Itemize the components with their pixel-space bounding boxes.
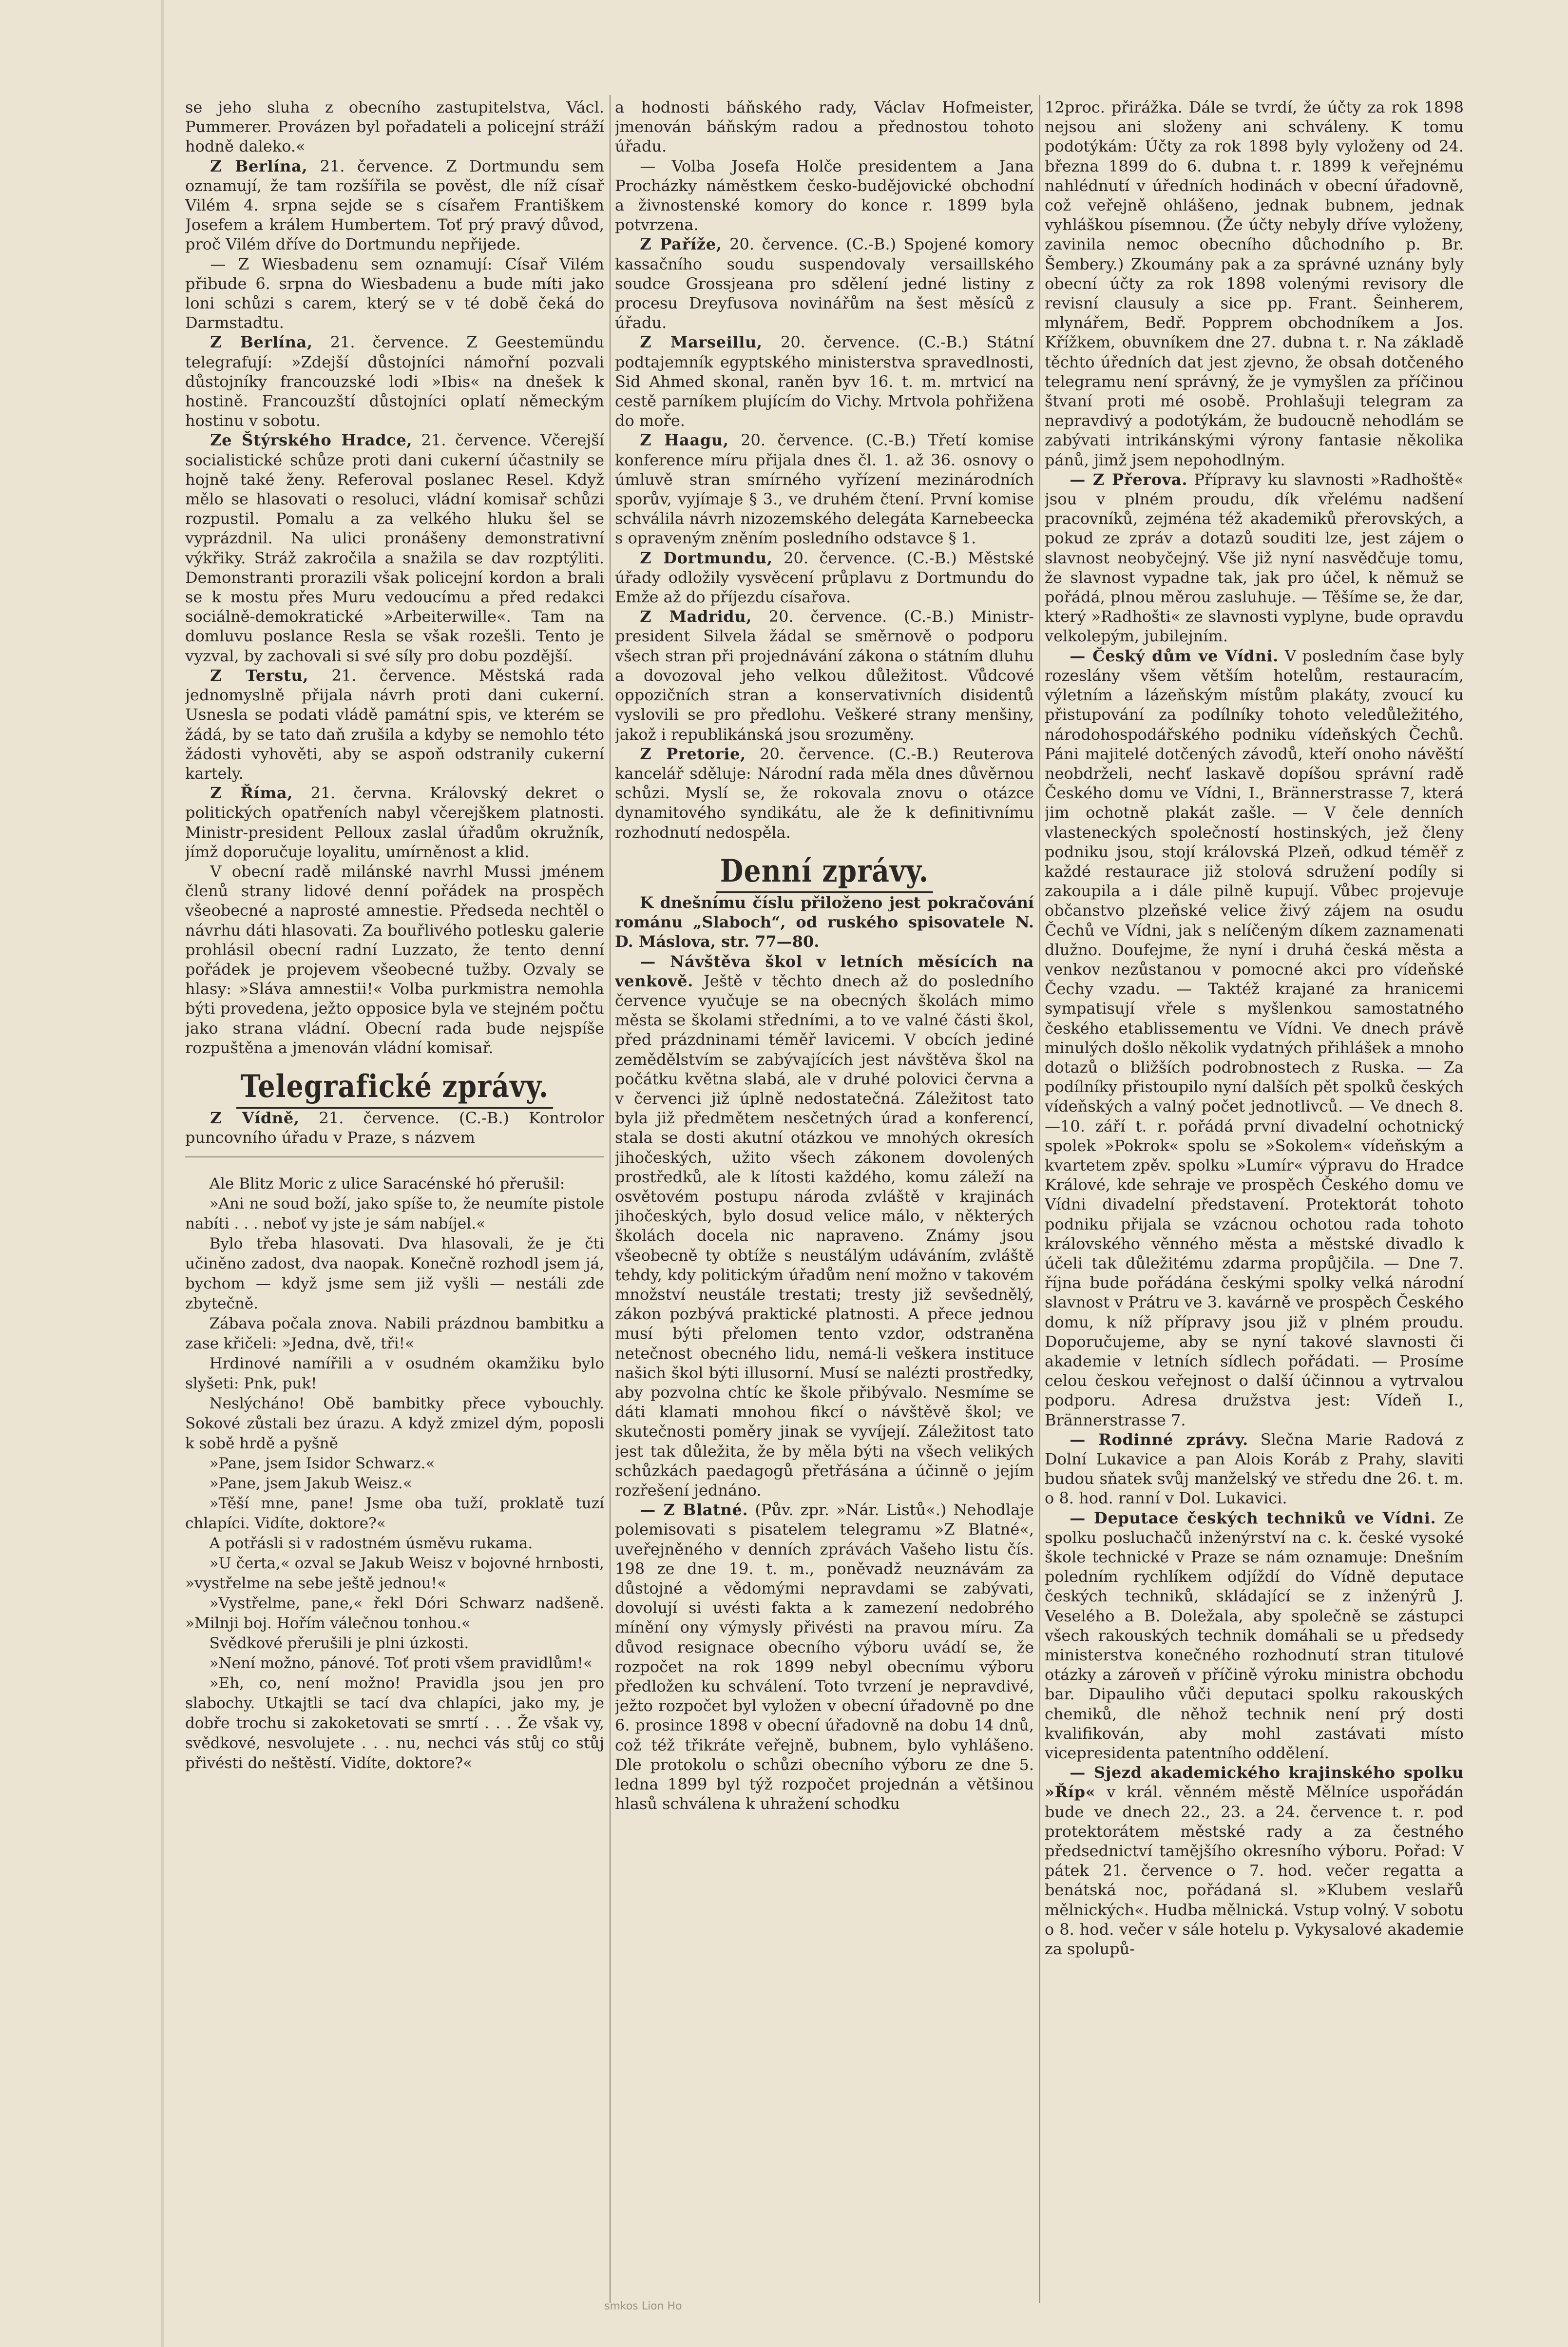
paragraph: V obecní radě milánské navrhl Mussi jménem členů strany lidové denní pořádek na prospěch všeobecné a naprosté amnestie. Předseda nechtěl o návrhu dáti hlasovati. Za bouřlivého potlesku galerie prohlásil obecní radní Luzzato, že tento denní pořádek je projevem všeobecné tužby. Ozvaly se hlasy: »Sláva amnestii!« Volba purkmistra nemohla býti provedena, ježto opposice byla ve stejném počtu jako strana vládní. Obecní rada bude nejspíše rozpuštěna a jmenován vládní komisař. — [185, 862, 604, 1057]
news-text: 21. července. Z Geestemündu telegrafují: »Zdejší důstojníci námořní pozvali důstojníky francouzské lodi »Ibis« na dnešek k hostině. Francouzští důstojníci oplatí německým hostinu v sobotu. — [185, 333, 604, 430]
paragraph: Bylo třeba hlasovati. Dva hlasovali, že je čti učiněno zadost, dva naopak. Konečně rozhodl jsem já, bychom — když jsme sem již vyšli — nestáli zde zbytečně. — [185, 1234, 604, 1312]
news-text: 20. července. (C.-B.) Třetí komise konference míru přijala dnes čl. 1. až 36. osnovy o úmluvě stran smírného vyřízení mezinárodních sporův, vyjímaje § 3., ve druhém čtení. První komise schválila návrh nizozemského delegáta Karnebeecka s opraveným zněním posledního odstavce § 1. — [615, 431, 1034, 548]
column-divider — [1039, 95, 1040, 2303]
news-item — [185, 783, 604, 862]
dateline: Z Paříže, — [640, 235, 722, 254]
news-item — [615, 332, 1034, 430]
news-item — [615, 1500, 1034, 1813]
news-text: v král. věnném městě Mělníce uspořádán bude ve dnech 22., 23. a 24. července t. r. pod protektorátem městské rady a za čestného předsednictví tamějšího okresního výboru. Pořad: V pátek 21. července o 7. hod. večer regatta a benátská noc, pořádaná sl. »Klubem veslařů mělnických«. Hudba mělnická. Vstup volný. V sobotu o 8. hod. večer v sále hotelu p. Vykysalové akademie za spolupů- — [1045, 1783, 1464, 1959]
item-heading: — Z Přerova. — [1070, 470, 1188, 489]
news-item — [1045, 1763, 1464, 1959]
news-text: 20. července. (C.-B.) Spojené komory kassačního soudu suspendovaly versaillského soudce Grossjeana pro sdělení jedné listiny z procesu Dreyfusova novinářům na šest měsíců z úřadu. — [615, 235, 1034, 332]
bleed-through-text: smkos Lion Ho — [604, 2300, 682, 2312]
news-text: 20. července. (C.-B.) Ministr-president Silvela žádal se směrnově o podporu všech stran při projednávání zákona o státním dluhu a dovozoval jeho velkou důležitost. Vůdcové oppozičních stran a konservativních disidentů vyslovili se pro předlohu. Veškeré strany menšiny, jakož i republikánská jsou srozuměny. — [615, 607, 1034, 744]
section-title-daily-news: Denní zprávy. — [644, 862, 1005, 881]
news-text: Přípravy ku slavnosti »Radhoště« jsou v plném proudu, dík vřelému nadšení pracovníků, zejména též akademiků přerovských, a pokud ze zpráv a dotazů souditi lze, jest zájem o slavnost neobyčejný. Vše již nyní nasvědčuje tomu, že slavnost vypadne tak, jak pro účel, k němuž se pořádá, plnou měrou zasluhuje. — Těšíme se, že dar, který »Radhošti« ze slavnosti vyplyne, bude opravdu velkolepým, jubilejním. — [1045, 470, 1464, 646]
news-item — [615, 607, 1034, 744]
news-item — [1045, 1430, 1464, 1508]
dateline: Z Berlína, — [210, 156, 308, 175]
news-text: 20. července. (C.-B.) Reuterova kancelář sděluje: Národní rada měla dnes důvěrnou schůzi. Myslí se, že rokovala znovu o otázce dynamitového syndikátu, ale že k definitivnímu rozhodnutí nedospěla. — [615, 744, 1034, 842]
dateline: Z Marseillu, — [640, 333, 763, 352]
news-item — [615, 952, 1034, 1501]
column-3 — [1045, 97, 1464, 2298]
news-item — [615, 744, 1034, 842]
paragraph: »Vystřelme, pane,« řekl Dóri Schwarz nadšeně. »Milnji boj. Hořím válečnou tonhou.« — [185, 1594, 604, 1632]
item-heading: — Deputace českých techniků ve Vídni. — [1070, 1508, 1436, 1527]
paragraph: a hodnosti báňského rady, Václav Hofmeister, jmenován báňským radou a přednostou tohoto úřadu. — [615, 98, 1034, 156]
news-text: 21. července. Městská rada jednomyslně přijala návrh proti dani cukerní. Usnesla se podati vládě památní spis, ve kterém se žádá, by se tato daň zrušila a kdyby se nemohlo této žádosti vyhověti, aby se aspoň odstranily cukerní kartely. — [185, 666, 604, 783]
news-text: Slečna Marie Radová z Dolní Lukavice a pan Alois Koráb z Prahy, slaviti budou sňatek svůj manželský ve středu dne 26. t. m. o 8. hod. ranní v Dol. Lukavici. — [1045, 1430, 1464, 1508]
news-item — [185, 430, 604, 665]
news-item — [1045, 1508, 1464, 1763]
page-fold-shadow — [161, 0, 164, 2347]
dateline: Z Haagu, — [640, 431, 729, 450]
news-item — [615, 548, 1034, 607]
news-text: 21. června. Královský dekret o politických opatřeních nabyl včerejškem platnosti. Ministr-president Pelloux zaslal úřadům okružník, jímž doporučuje loyalitu, umírněnost a klid. — [185, 784, 604, 861]
dateline: Z Berlína, — [210, 333, 313, 352]
paragraph: Zábava počala znova. Nabili prázdnou bambitku a zase křičeli: »Jedna, dvě, tři!« — [185, 1314, 604, 1352]
paragraph: »Těší mne, pane! Jsme oba tuží, proklatě tuzí chlapíci. Vidíte, doktore?« — [185, 1494, 604, 1532]
paragraph: — Volba Josefa Holče presidentem a Jana Procházky náměstkem česko-budějovické obchodní a živnostenské komory do konce r. 1899 byla potvrzena. — [615, 156, 1034, 234]
item-heading: — Rodinné zprávy. — [1070, 1430, 1248, 1449]
paragraph: Svědkové přerušili je plni úzkosti. — [209, 1634, 469, 1652]
paragraph: »Pane, jsem Isidor Schwarz.« — [209, 1454, 435, 1472]
paragraph: »Ani ne soud boží, jako spíše to, že neumíte pistole nabíti . . . neboť vy jste je sám nabíjel.« — [185, 1194, 604, 1232]
news-text: Ještě v těchto dnech až do posledního července vyučuje se na obecných školách mimo města se školami středními, a to ve valné části škol, před prázdninami téměř lavicemi. V obcích jediné zemědělstvím se zabývajících jest návštěva škol na počátku května slabá, ale v druhé polovici června a v červenci již úplně nedostatečná. Záležitost tato byla již předmětem nesčetných úrad a konferencí, stala se dosti akutní otázkou ve mnohých okresích jihočeských, užito všech zákonem dovolených prostředků, ale k lítosti každého, komu záleží na osvětovém postupu národa zvláště v krajinách jihočeských, bylo dosud velice málo, v některých školách docela nic napraveno. Známy jsou všeobecně ty obtíže s neustálým udáváním, zvláště tehdy, kdy politickým úřadům není možno v takovém množství neustále trestati; tresty již sevšednělý, zákon pozbývá praktické platnosti. A přece jednou musí býti přelomen tento vzdor, odstraněna netečnost obecného lidu, nemá-li veškera instituce našich škol býti illusorní. Musí se nalézti prostředky, aby pozvolna chtíc ke škole přibývalo. Nesmíme se dáti klamati mnohou fikcí o návštěvě škol; ve skutečnosti poměry jinak se vyvíjejí. Záležitost tato jest tak důležita, že by měla býti na všech velikých schůzkách paedagogů přetřásána a účinně o jejím rozřešení jednáno. — [615, 971, 1034, 1500]
news-item — [1045, 646, 1464, 1430]
paragraph: »U čerta,« ozval se Jakub Weisz v bojovné hrnbosti, »vystřelme na sebe ještě jednou!« — [185, 1554, 604, 1592]
news-text: 21. července. Včerejší socialistické schůze proti dani cukerní účastnily se hojně také ženy. Referoval poslanec Resel. Když mělo se hlasovati o resoluci, vládní komisař schůzi rozpustil. Pomalu a za velkého hluku šel se vyprázdnil. Na ulici pronášeny demonstrativní výkřiky. Stráž zakročila a snažila se dav rozptýliti. Demonstranti prorazili však policejní kordon a brali se k mostu přes Muru vedoucímu a před redakci sociálně-demokratické »Arbeiterwille«. Tam na domluvu poslance Resla se však rozešli. Tento je vyzval, by zachovali si své síly pro dobu pozdější. — [185, 431, 604, 665]
supplement-notice: K dnešnímu číslu přiloženo jest pokračování románu „Slaboch“, od ruského spisovatele N. D. Máslova, str. 77—80. — [615, 893, 1034, 951]
dateline: Ze Štýrského Hradce, — [210, 431, 413, 450]
item-heading: — Český dům ve Vídni. — [1070, 646, 1279, 665]
item-heading: — Sjezd akademického krajinského spolku »Říp« — [1045, 1763, 1464, 1802]
section-title-telegraphs: Telegrafické zprávy. — [214, 1077, 575, 1097]
news-text: Ze spolku posluchačů inženýrství na c. k. české vysoké škole technické v Praze se nám oznamuje: Dnešním poledním rychlíkem odjíždí do Vídně deputace českých techniků, skládající se z inženýrů J. Veselého a B. Doležala, aby společně se zástupci všech rakouských technik domáhali se u předsedy ministerstva konečného rozhodnutí stran titulové otázky a zároveň v příčině výroku ministra obchodu bar. Dipauliho vůči deputaci spolku rakouských chemiků, dle něhož technik není prý dosti kvalifikován, aby mohl zastávati místo vicepresidenta patentního oddělení. — [1045, 1508, 1464, 1763]
news-text: (Pův. zpr. »Nár. Listů«.) Nehodlaje polemisovati s pisatelem telegramu »Z Blatné«, uveřejněného v denních zprávách Vašeho listu čís. 198 ze dne 19. t. m., poněvadž neuznávám za důstojné a vědomými nepravdami se zabývati, dovolují si uvésti fakta a k zamezení nedobrého mínění ony výmysly přivésti na pravou míru. Za důvod resignace obecního výboru uvádí se, že rozpočet na rok 1899 nebyl obecnímu výboru předložen ku schválení. Toto tvrzení je nepravdivé, ježto rozpočet byl vyložen v obecní úřadovně po dne 6. prosince 1898 v obecní úřadovně na dobu 14 dnů, což též třikráte veřejně, bubnem, bylo vyhlášeno. Dle protokolu o schůzi obecního výboru ze dne 5. ledna 1899 byl týž rozpočet projednán a většinou hlasů schválena k uhražení schodku — [615, 1501, 1034, 1813]
item-heading: — Návštěva škol v letních měsících na venkově. — [615, 952, 1034, 990]
paragraph: Hrdinové namířili a v osudném okamžiku bylo slyšeti: Pnk, puk! — [185, 1354, 604, 1392]
news-item — [615, 430, 1034, 548]
dateline: Z Terstu, — [210, 666, 309, 685]
column-divider — [610, 95, 611, 2303]
feuilleton-divider — [185, 1156, 604, 1174]
news-text: 20. července. (C.-B.) Státní podtajemník egyptského ministerstva spravedlnosti, Sid Ahmed skonal, raněn byv 16. t. m. mrtvicí na cestě parníkem plujícím do Vichy. Mrtvola pohřižena do moře. — [615, 333, 1034, 430]
dateline: Z Říma, — [210, 784, 293, 803]
news-item — [185, 332, 604, 430]
paragraph: »Není možno, pánové. Toť proti všem pravidlům!« — [209, 1654, 593, 1672]
dateline: Z Pretorie, — [640, 744, 746, 763]
paragraph: A potřásli si v radostném úsměvu rukama. — [209, 1534, 533, 1552]
paragraph: Neslýcháno! Obě bambitky přece vybouchly. Sokové zůstali bez úrazu. A když zmizel dým, poposli k sobě hrdě a pyšně — [185, 1394, 604, 1452]
news-item — [1045, 470, 1464, 646]
dateline: Z Dortmundu, — [640, 548, 773, 567]
paragraph: »Eh, co, není možno! Pravidla jsou jen pro slabochy. Utkajtli se tací dva chlapíci, jako my, je dobře trochu si zakoketovati se smrtí . . . Že však vy, svědkové, nesvolujete . . . nu, nechci vás stůj co stůj přivésti do neštěstí. Vidíte, doktore?« — [185, 1674, 604, 1772]
news-item — [615, 234, 1034, 332]
paragraph: — Z Wiesbadenu sem oznamují: Císař Vilém přibude 6. srpna do Wiesbadenu a bude míti jako loni schůzi s carem, který se v té době čeká do Darmstadtu. — [185, 254, 604, 332]
dateline: Z Vídně, — [210, 1109, 300, 1128]
paragraph: »Pane, jsem Jakub Weisz.« — [209, 1474, 412, 1492]
paragraph: 12proc. přirážka. Dále se tvrdí, že účty za rok 1898 nejsou ani složeny ani schváleny. K tomu podotýkám: Účty za rok 1898 byly vyloženy od 24. března 1899 do 6. dubna t. r. 1899 k veřejnému nahlédnutí v úředních hodinách v obecní úřadovně, což veřejně ohlášeno, jednak bubnem, jednak vyhláškou písemnou. (Že účty nebyly dříve vyloženy, zavinila nemoc obecního důchodního p. Br. Šembery.) Zkoumány pak a za správné uznány byly obecní účty za rok 1898 volenými revisory dle revisní clausuly a sice pp. Frant. Šeinherem, mlynářem, Bedř. Popprem obchodníkem a Jos. Křížkem, obuvníkem dne 27. dubna t. r. Na základě těchto úředních dat jest zjevno, že obsah dotčeného telegramu není správný, že je vymyšlen za příčinou štvaní proti mé osobě. Prohlašuji telegram za nepravdivý a podotýkám, že budoucně nehodlám se zabývati intrikánskými výrony fantasie několika pánů, jimž jsem nepohodlným. — [1045, 98, 1464, 469]
feuilleton — [185, 1174, 604, 1773]
news-text: 20. července. (C.-B.) Městské úřady odložily vysvěcení průplavu z Dortmundu do Emže až do příjezdu císařova. — [615, 548, 1034, 607]
paragraph: se jeho sluha z obecního zastupitelstva, Václ. Pummerer. Provázen byl pořadateli a policejní stráží hodně daleko.« — [185, 98, 604, 156]
column-1 — [185, 97, 604, 2298]
paragraph: Ale Blitz Moric z ulice Saracénské hó přerušil: — [209, 1174, 565, 1193]
dateline: Z Madridu, — [640, 607, 752, 626]
news-text: 21. července. Z Dortmundu sem oznamují, že tam rozšířila se pověst, dle níž císař Vilém 4. srpna sejde se s císařem Františkem Josefem a králem Humbertem. Toť prý pravý důvod, proč Vilém dříve do Dortmundu nepřijede. — [185, 156, 604, 254]
news-text: V posledním čase byly rozeslány všem větším hotelům, restauracím, výletním a lázeňským místům plakáty, zvoucí ku přistupování za podílníky tohoto veledůležitého, národohospodářského podniku vídeňských Čechů. Páni majitelé dotčených závodů, kteří onoho návěští neobdrželi, nechť laskavě dopíšou správní radě Českého domu ve Vídni, I., Brännerstrasse 7, která jim ochotně plakát zašle. — V čele denních vlasteneckých společností hostinských, jež členy podniku jsou, stojí královská Plzeň, odkud téměř z každé restaurace již stolová sdružení podíly si zakoupila a i dále pilně kupují. Vůbec projevuje občanstvo plzeňské velice živý zájem na osudu Čechů ve Vídni, jak s nelíčeným díkem zaznamenati dlužno. Doufejme, že nyní i druhá česká města a venkov nezůstanou v pomocné akci pro vídeňské Čechy vzadu. — Taktéž krajané za hranicemi sympatisují vřele s myšlenkou samostatného českého etablissementu ve Vídni. Ve dnech právě minulých došlo několik vydatných přihlášek a mnoho dotazů o bližších podrobnostech z Ruska. — Za podílníky přistoupilo nyní dalších pět spolků českých vídeňských a valný počet jednotlivců. — Ve dnech 8.—10. září t. r. pořádá první divadelní ochotnický spolek »Pokrok« spolu se »Sokolem« vídeňským a kvartetem zpěv. spolku »Lumír« výpravu do Hradce Králové, kde sehraje ve prospěch Českého domu ve Vídni divadelní představení. Protektorát tohoto podniku přijala se vzácnou ochotou rada tohoto královského věnného města a městské divadlo k účeli tak důležitému zdarma propůjčila. — Dne 7. října bude pořádána českými spolky velká národní slavnost v Prátru ve 3. kavárně ve prospěch Českého domu, k níž přípravy jsou již v plném proudu. Doporučujeme, aby se nyní takové slavnosti či akademie v letních sídlech pořádati. — Prosíme celou českou veřejnost o další účinnou a vytrvalou podporu. Adresa družstva jest: Vídeň I., Brännerstrasse 7. — [1045, 646, 1464, 1429]
item-heading: — Z Blatné. — [640, 1501, 748, 1520]
news-text: 21. července. (C.-B.) Kontrolor puncovního úřadu v Praze, s názvem — [185, 1109, 604, 1147]
news-item — [185, 1108, 604, 1147]
news-item — [185, 666, 604, 783]
column-2 — [615, 97, 1034, 2298]
news-item — [185, 156, 604, 254]
